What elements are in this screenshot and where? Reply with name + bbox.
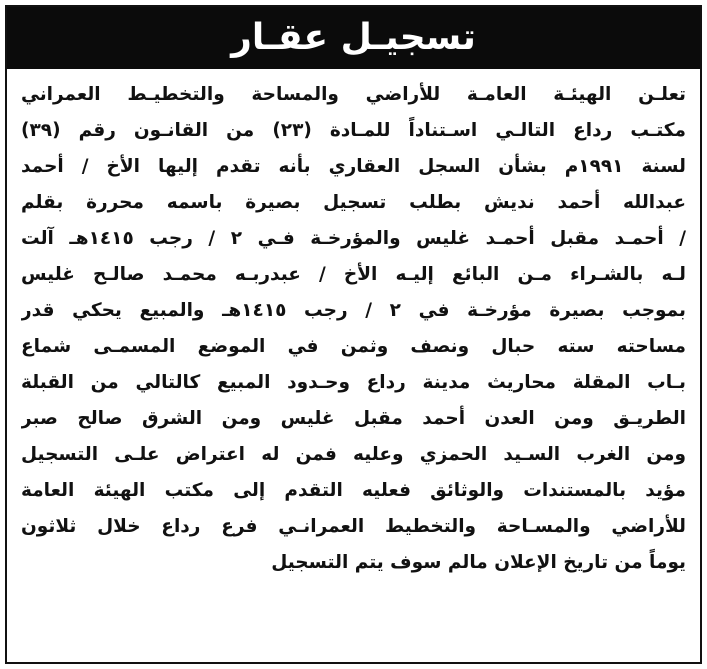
body-line: مساحته سته حبال ونصف وثمن في الموضع المسمـى شماع	[21, 336, 686, 357]
body-line: لـه بالشـراء مـن البائع إليـه الأخ / عبدربـه محمـد صالـح غليس	[21, 264, 686, 285]
body-line: عبدالله أحمد نديش بطلب تسجيل بصيرة باسمه محررة بقلم	[21, 192, 686, 213]
body-line: مكتـب رداع التالـي اسـتناداً للمـادة (٢٣) من القانـون رقم (٣٩)	[21, 120, 686, 141]
body-line: بموجب بصيرة مؤرخـة في ٢ / رجب ١٤١٥هـ والمبيع يحكي قدر	[21, 300, 686, 321]
body-line: ومن الغرب السـيد الحمزي وعليه فمن له اعتراض علـى التسجيل	[21, 444, 686, 465]
body-line: يوماً من تاريخ الإعلان مالم سوف يتم التسجيل	[271, 552, 686, 573]
body-line: بـاب المقلة محاريث مدينة رداع وحـدود المبيع كالتالي من القبلة	[21, 372, 686, 393]
body-line: / أحمـد مقبل أحمـد غليس والمؤرخـة فـي ٢ / رجب ١٤١٥هـ آلت	[21, 228, 686, 249]
notice-frame	[5, 5, 702, 664]
body-line: للأراضي والمسـاحة والتخطيط العمرانـي فرع رداع خلال ثلاثون	[21, 516, 686, 537]
body-line: لسنة ١٩٩١م بشأن السجل العقاري بأنه تقدم إليها الأخ / أحمد	[21, 156, 686, 177]
body-line: مؤيد بالمستندات والوثائق فعليه التقدم إلى مكتب الهيئة العامة	[21, 480, 686, 501]
body-line: الطريـق ومن العدن أحمد مقبل غليس ومن الشرق صالح صبر	[21, 408, 686, 429]
title-bar	[7, 7, 700, 69]
body-line: تعلـن الهيئـة العامـة للأراضي والمساحة والتخطيـط العمراني	[21, 84, 686, 105]
notice-title: تسجيـل عقـار	[231, 17, 476, 58]
notice-body	[21, 77, 686, 581]
